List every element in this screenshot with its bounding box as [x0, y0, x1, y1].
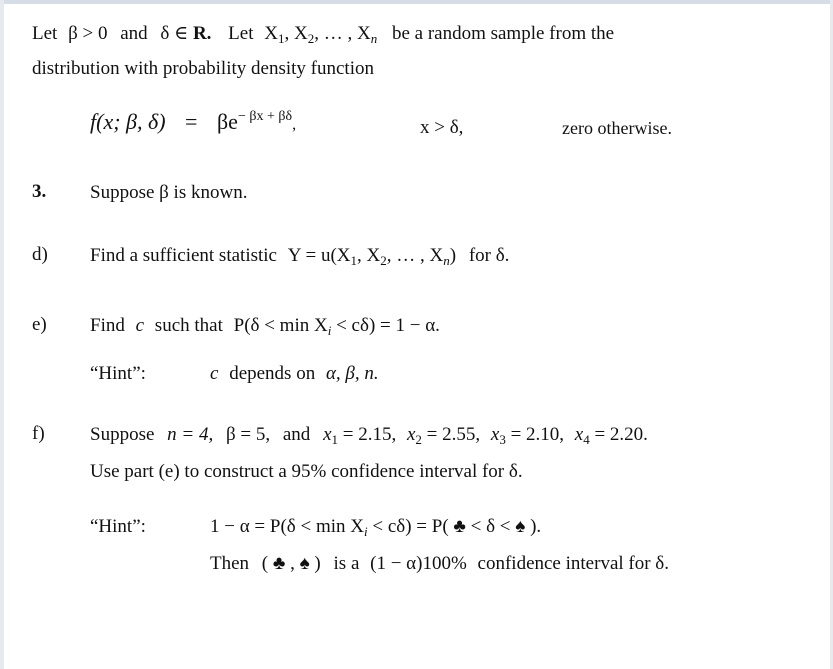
part-f-then-line — [210, 552, 669, 576]
part-e-find: Find — [90, 315, 125, 336]
part-f-hint-label: “Hint”: — [90, 516, 146, 537]
part-f-beta: β = 5, — [225, 424, 271, 445]
hint-depends-on: depends on — [229, 363, 316, 384]
part-e-hint-label: “Hint”: — [90, 363, 146, 384]
part-f-x2: $x_2 = 2.55$, — [406, 424, 481, 447]
part-f-line-2: Use part (e) to construct a 95% confidence interval for δ. — [90, 461, 523, 482]
interval-symbols: ( ♣ , ♠ ) — [261, 553, 321, 574]
part-f-and: and — [282, 424, 311, 445]
pdf-e: e — [228, 109, 238, 134]
part-3-number: 3. — [32, 181, 47, 202]
delta-condition: δ ∈ — [160, 23, 189, 44]
part-f-x4: $x_4 = 2.20$. — [574, 424, 648, 447]
part-d-label: d) — [32, 244, 48, 265]
part-e-c: c — [135, 315, 145, 336]
top-border — [0, 0, 833, 4]
ci-text: confidence interval for δ. — [477, 553, 670, 574]
part-f-values — [90, 423, 648, 447]
part-e-text — [90, 314, 440, 338]
pdf-support: x > δ, — [420, 117, 464, 138]
part-f-hint-equation: $1 - \alpha = P(\delta < \min X_i < c\delta) = P$( ♣ < δ < ♠ ). — [210, 516, 542, 539]
beta-condition: β > 0 — [68, 23, 108, 44]
pdf-lhs: f(x; β, δ) — [90, 109, 166, 134]
part-3-text: Suppose β is known. — [90, 182, 248, 203]
part-e-probability: $P(\delta < \min X_i < c\delta) = 1 - \alpha$. — [233, 315, 440, 338]
statistic-notation: $Y = u(X_1$, $X_2$, … , $X_n$) — [287, 245, 457, 268]
pdf-equals: = — [185, 109, 198, 134]
part-f-x1: $x_1 = 2.15$, — [323, 424, 397, 447]
left-border — [0, 0, 4, 669]
intro-text-1: be a random sample from the — [391, 23, 615, 44]
hint-c: c — [210, 363, 219, 384]
pdf-exponent: − βx + βδ — [237, 109, 293, 124]
part-f-suppose: Suppose — [90, 424, 155, 445]
pdf-equation — [90, 110, 296, 137]
part-e-such-that: such that — [154, 315, 223, 336]
then-text: Then — [210, 553, 250, 574]
hint-vars: α, β, n. — [325, 363, 379, 384]
part-d-text — [90, 244, 509, 268]
is-a-text: is a — [333, 553, 360, 574]
text-and: and — [120, 23, 148, 44]
part-f-x3: $x_3 = 2.10$, — [490, 424, 565, 447]
ci-level: (1 − α)100% — [370, 553, 467, 574]
pdf-zero-otherwise: zero otherwise. — [562, 118, 672, 138]
part-d-text-b: for δ. — [468, 245, 510, 266]
part-e-label: e) — [32, 314, 47, 335]
text-let: Let — [32, 23, 58, 44]
sample-notation: $X_1$, $X_2$, … , $X_n$ — [264, 23, 378, 46]
text-let-2: Let — [228, 23, 254, 44]
intro-line-2: distribution with probability density function — [32, 58, 374, 79]
pdf-beta: β — [216, 109, 229, 134]
pdf-comma: , — [292, 116, 297, 133]
real-set: R. — [192, 23, 212, 44]
part-d-text-a: Find a sufficient statistic — [90, 245, 277, 266]
part-f-n: n = 4, — [167, 424, 214, 445]
part-e-hint-text — [210, 362, 379, 386]
part-f-label: f) — [32, 423, 45, 444]
intro-line-1 — [32, 22, 614, 46]
